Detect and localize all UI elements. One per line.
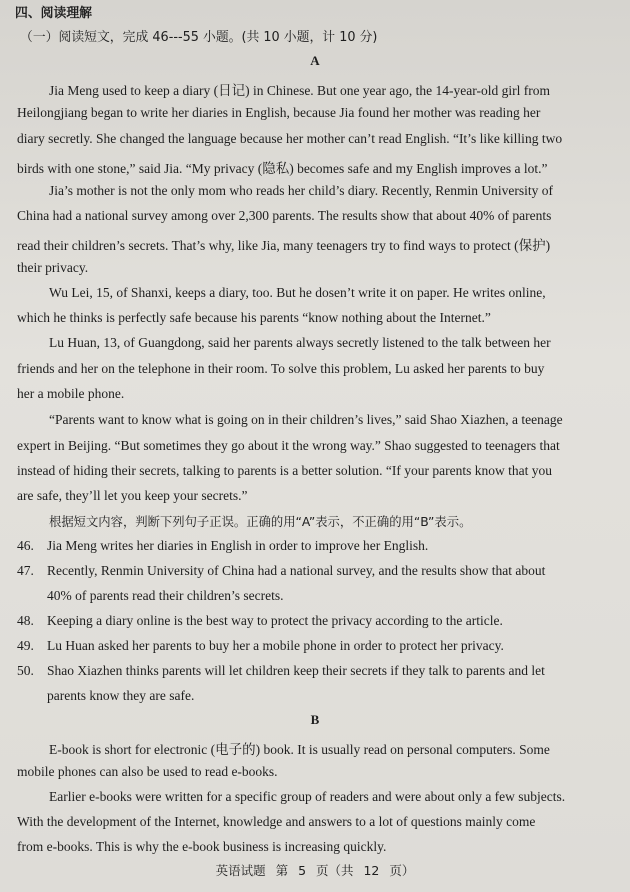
question-48 xyxy=(17,613,503,629)
passage-b-line: E-book is short for electronic (电子的) book. It is usually read on personal computers. Some xyxy=(49,742,550,757)
question-number: 49. xyxy=(17,638,34,653)
passage-a-line: friends and her on the telephone in their room. To solve this problem, Lu asked her parents to buy xyxy=(17,361,545,376)
passage-a-line: her a mobile phone. xyxy=(17,386,125,401)
question-text-continued: 40% of parents read their children’s secrets. xyxy=(47,588,284,603)
question-text: Jia Meng writes her diaries in English in order to improve her English. xyxy=(47,538,429,553)
judge-instruction: 根据短文内容，判断下列句子正误。正确的用“A”表示，不正确的用“B”表示。 xyxy=(49,514,472,529)
question-47 xyxy=(17,563,545,579)
page-footer: 英语试题 第 5 页（共 12 页） xyxy=(215,863,415,878)
question-46 xyxy=(17,538,428,554)
question-text: Shao Xiazhen thinks parents will let children keep their secrets if they talk to parents and let xyxy=(47,663,545,678)
passage-a-line: Wu Lei, 15, of Shanxi, keeps a diary, too. But he dosen’t write it on paper. He writes online, xyxy=(49,285,546,300)
question-49 xyxy=(17,638,504,654)
section-heading: 四、阅读理解 xyxy=(15,6,93,21)
question-50 xyxy=(17,663,545,679)
question-text: Recently, Renmin University of China had a national survey, and the results show that about xyxy=(47,563,546,578)
question-text: Lu Huan asked her parents to buy her a mobile phone in order to protect her privacy. xyxy=(47,638,504,653)
passage-a-line: which he thinks is perfectly safe because his parents “know nothing about the Internet.” xyxy=(17,310,491,325)
passage-a-line: diary secretly. She changed the language because her mother can’t read English. “It’s like killing two xyxy=(17,131,563,146)
passage-a-line: expert in Beijing. “But sometimes they go about it the wrong way.” Shao suggested to teenagers that xyxy=(17,438,560,453)
passage-a-line: Jia Meng used to keep a diary (日记) in Chinese. But one year ago, the 14-year-old girl from xyxy=(49,83,550,98)
passage-b-line: mobile phones can also be used to read e-books. xyxy=(17,764,278,779)
passage-a-line: China had a national survey among over 2,300 parents. The results show that about 40% of parents xyxy=(17,208,552,223)
question-number: 48. xyxy=(17,613,34,628)
question-number: 50. xyxy=(17,663,34,678)
passage-a-letter: A xyxy=(310,53,320,68)
passage-a-line: Heilongjiang began to write her diaries in English, because Jia found her mother was reading her xyxy=(17,105,541,120)
passage-a-line: Lu Huan, 13, of Guangdong, said her parents always secretly listened to the talk between her xyxy=(49,335,551,350)
question-number: 46. xyxy=(17,538,34,553)
passage-a-line: birds with one stone,” said Jia. “My privacy (隐私) becomes safe and my English improves a lot.” xyxy=(17,161,548,176)
question-number: 47. xyxy=(17,563,34,578)
passage-a-line: Jia’s mother is not the only mom who reads her child’s diary. Recently, Renmin University of xyxy=(49,183,554,198)
passage-a-line: “Parents want to know what is going on in their children’s lives,” said Shao Xiazhen, a teenage xyxy=(49,412,563,427)
passage-b-line: Earlier e-books were written for a specific group of readers and were about only a few subjects. xyxy=(49,789,566,804)
reading-instruction: （一）阅读短文，完成 46---55 小题。(共 10 小题，计 10 分) xyxy=(20,30,378,45)
question-text-continued: parents know they are safe. xyxy=(47,688,195,703)
passage-b-line: With the development of the Internet, knowledge and answers to a lot of questions mainly come xyxy=(17,814,536,829)
passage-b-letter: B xyxy=(310,712,320,727)
passage-a-line: instead of hiding their secrets, talking to parents is a better solution. “If your parents know that you xyxy=(17,463,552,478)
question-text: Keeping a diary online is the best way to protect the privacy according to the article. xyxy=(47,613,503,628)
passage-a-line: are safe, they’ll let you keep your secrets.” xyxy=(17,488,248,503)
passage-a-line: their privacy. xyxy=(17,260,89,275)
passage-b-line: from e-books. This is why the e-book business is increasing quickly. xyxy=(17,839,387,854)
passage-a-line: read their children’s secrets. That’s why, like Jia, many teenagers try to find ways to protect (保护) xyxy=(17,238,551,253)
